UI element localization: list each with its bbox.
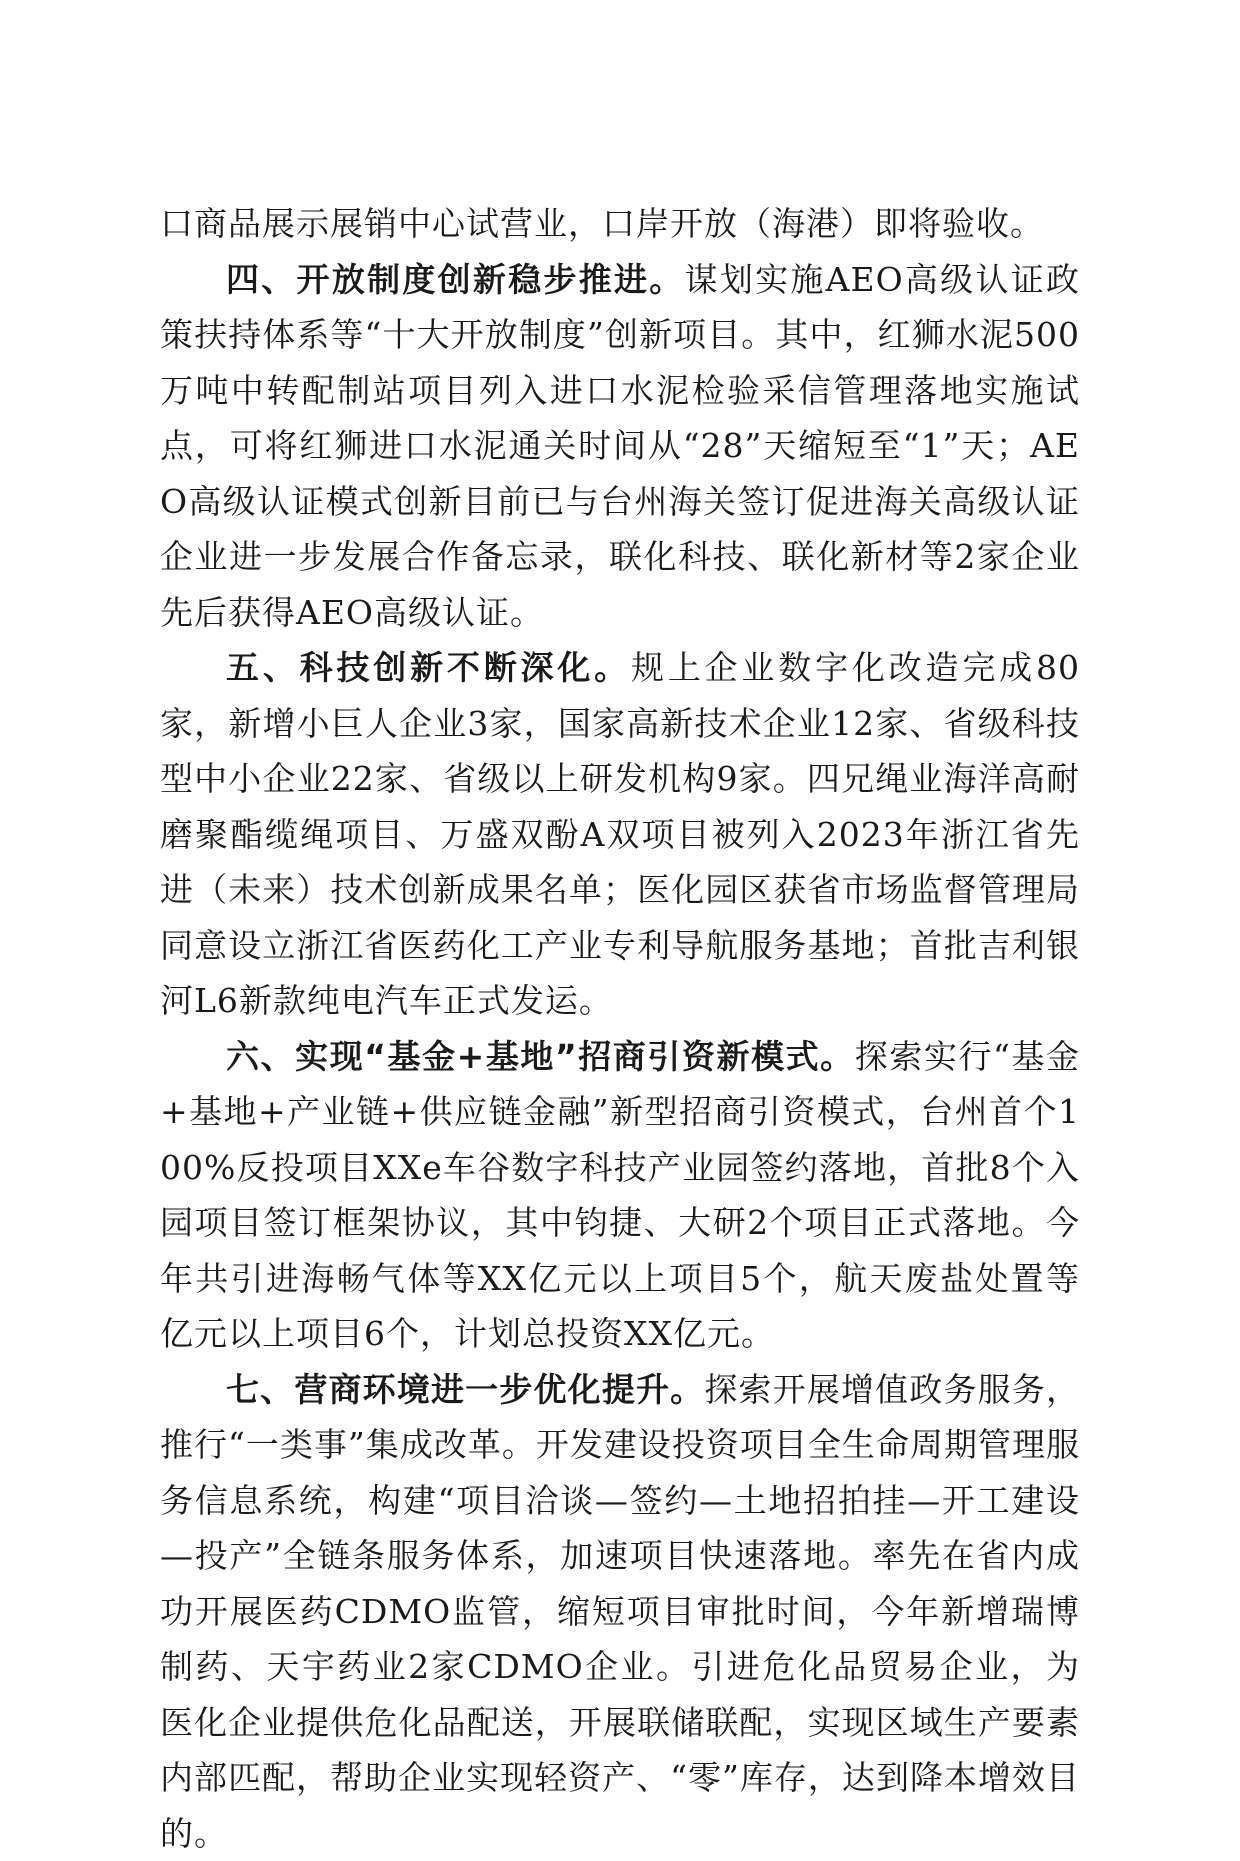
paragraph-continuation <box>160 196 1080 252</box>
paragraph-body: 谋划实施AEO高级认证政策扶持体系等“十大开放制度”创新项目。其中，红狮水泥500万吨中转配制站项目列入进口水泥检验采信管理落地实施试点，可将红狮进口水泥通关时间从“28”天缩短至“1”天；AEO高级认证模式创新目前已与台州海关签订促进海关高级认证企业进一步发展合作备忘录，联化科技、联化新材等2家企业先后获得AEO高级认证。 <box>160 260 1080 632</box>
paragraph-heading: 五、科技创新不断深化。 <box>226 648 631 687</box>
paragraph-business-environment <box>160 1362 1080 1861</box>
paragraph-heading: 六、实现“基金+基地”招商引资新模式。 <box>226 1037 855 1076</box>
paragraph-tech-innovation <box>160 640 1080 1029</box>
paragraph-open-system-innovation <box>160 252 1080 641</box>
paragraph-body: 探索实行“基金+基地+产业链+供应链金融”新型招商引资模式，台州首个100%反投项目XXe车谷数字科技产业园签约落地，首批8个入园项目签订框架协议，其中钧捷、大研2个项目正式落地。今年共引进海畅气体等XX亿元以上项目5个，航天废盐处置等亿元以上项目6个，计划总投资XX亿元。 <box>160 1037 1080 1354</box>
document-body <box>160 196 1080 1861</box>
paragraph-body: 探索开展增值政务服务，推行“一类事”集成改革。开发建设投资项目全生命周期管理服务信息系统，构建“项目洽谈—签约—土地招拍挂—开工建设—投产”全链条服务体系，加速项目快速落地。率先在省内成功开展医药CDMO监管，缩短项目审批时间，今年新增瑞博制药、天宇药业2家CDMO企业。引进危化品贸易企业，为医化企业提供危化品配送，开展联储联配，实现区域生产要素内部匹配，帮助企业实现轻资产、“零”库存，达到降本增效目的。 <box>160 1370 1080 1853</box>
paragraph-heading: 四、开放制度创新稳步推进。 <box>226 260 685 299</box>
paragraph-investment-model <box>160 1029 1080 1362</box>
paragraph-body: 规上企业数字化改造完成80家，新增小巨人企业3家，国家高新技术企业12家、省级科技型中小企业22家、省级以上研发机构9家。四兄绳业海洋高耐磨聚酯缆绳项目、万盛双酚A双项目被列入2023年浙江省先进（未来）技术创新成果名单；医化园区获省市场监督管理局同意设立浙江省医药化工产业专利导航服务基地；首批吉利银河L6新款纯电汽车正式发运。 <box>160 648 1080 1020</box>
paragraph-heading: 七、营商环境进一步优化提升。 <box>226 1370 704 1409</box>
paragraph-body: 口商品展示展销中心试营业，口岸开放（海港）即将验收。 <box>160 204 1044 243</box>
